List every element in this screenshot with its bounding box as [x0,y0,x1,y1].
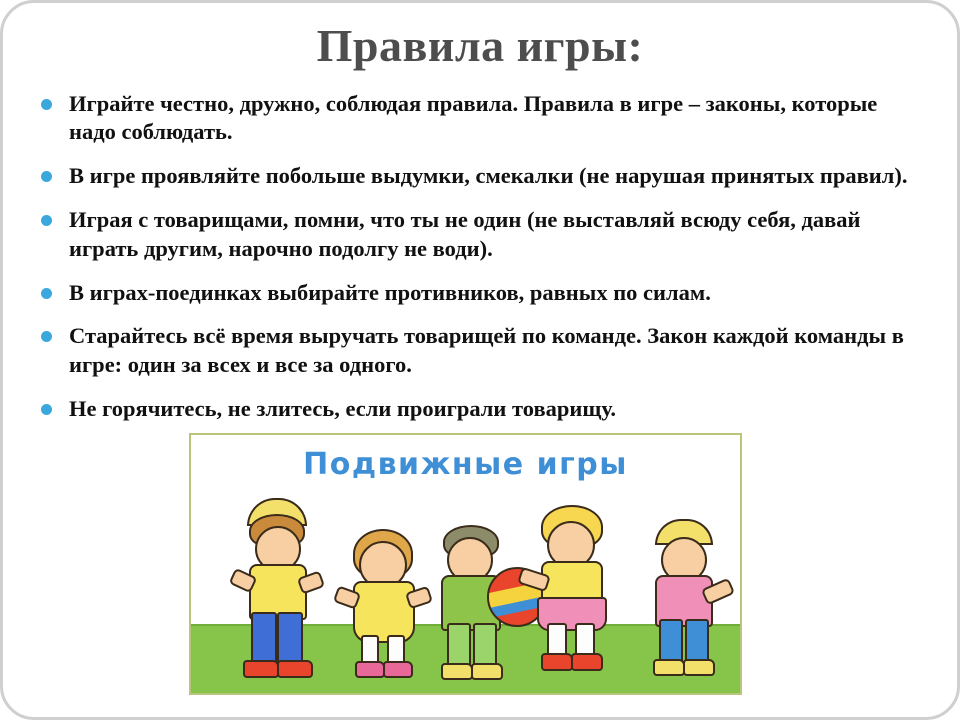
rule-text: В играх-поединках выбирайте противников, равных по силам. [69,279,711,305]
bullet-icon [41,288,52,299]
children-playing-ball-illustration [189,433,742,695]
page-title: Правила игры: [316,20,644,71]
list-item [37,322,917,380]
bullet-icon [41,404,52,415]
list-item [37,206,917,264]
shoe-left [243,660,279,678]
list-item [37,395,917,424]
list-item [37,90,917,148]
dress [353,581,415,643]
rules-list [3,80,957,424]
kid-figure [219,496,329,681]
shoe-left [441,663,473,680]
kid-figure [517,505,627,681]
bullet-icon [41,99,52,110]
shoe-right [277,660,313,678]
kid-figure [631,513,735,681]
shoe-left [653,659,685,676]
shoe-right [471,663,503,680]
shoe-right [383,661,413,678]
shoe-left [541,653,573,671]
shoe-right [683,659,715,676]
shoe-right [571,653,603,671]
list-item [37,162,917,191]
rule-text: В игре проявляйте побольше выдумки, смекалки (не нарушая принятых правил). [69,163,908,189]
bullet-icon [41,331,52,342]
kid-figure [331,523,431,681]
rule-text: Старайтесь всё время выручать товарищей по команде. Закон каждой команды в игре: один за всех и все за одного. [69,323,904,378]
shoe-left [355,661,385,678]
rule-text: Играя с товарищами, помни, что ты не один (не выставляй всюду себя, давай играть другим, нарочно подолгу не води). [69,206,861,261]
bullet-icon [41,215,52,226]
list-item [37,279,917,308]
bullet-icon [41,171,52,182]
rule-text: Не горячитесь, не злитесь, если проиграли товарищу. [69,395,616,421]
illustration-caption: Подвижные игры [303,447,628,482]
rule-text: Играйте честно, дружно, соблюдая правила. Правила в игре – законы, которые надо соблюдать. [69,90,878,145]
